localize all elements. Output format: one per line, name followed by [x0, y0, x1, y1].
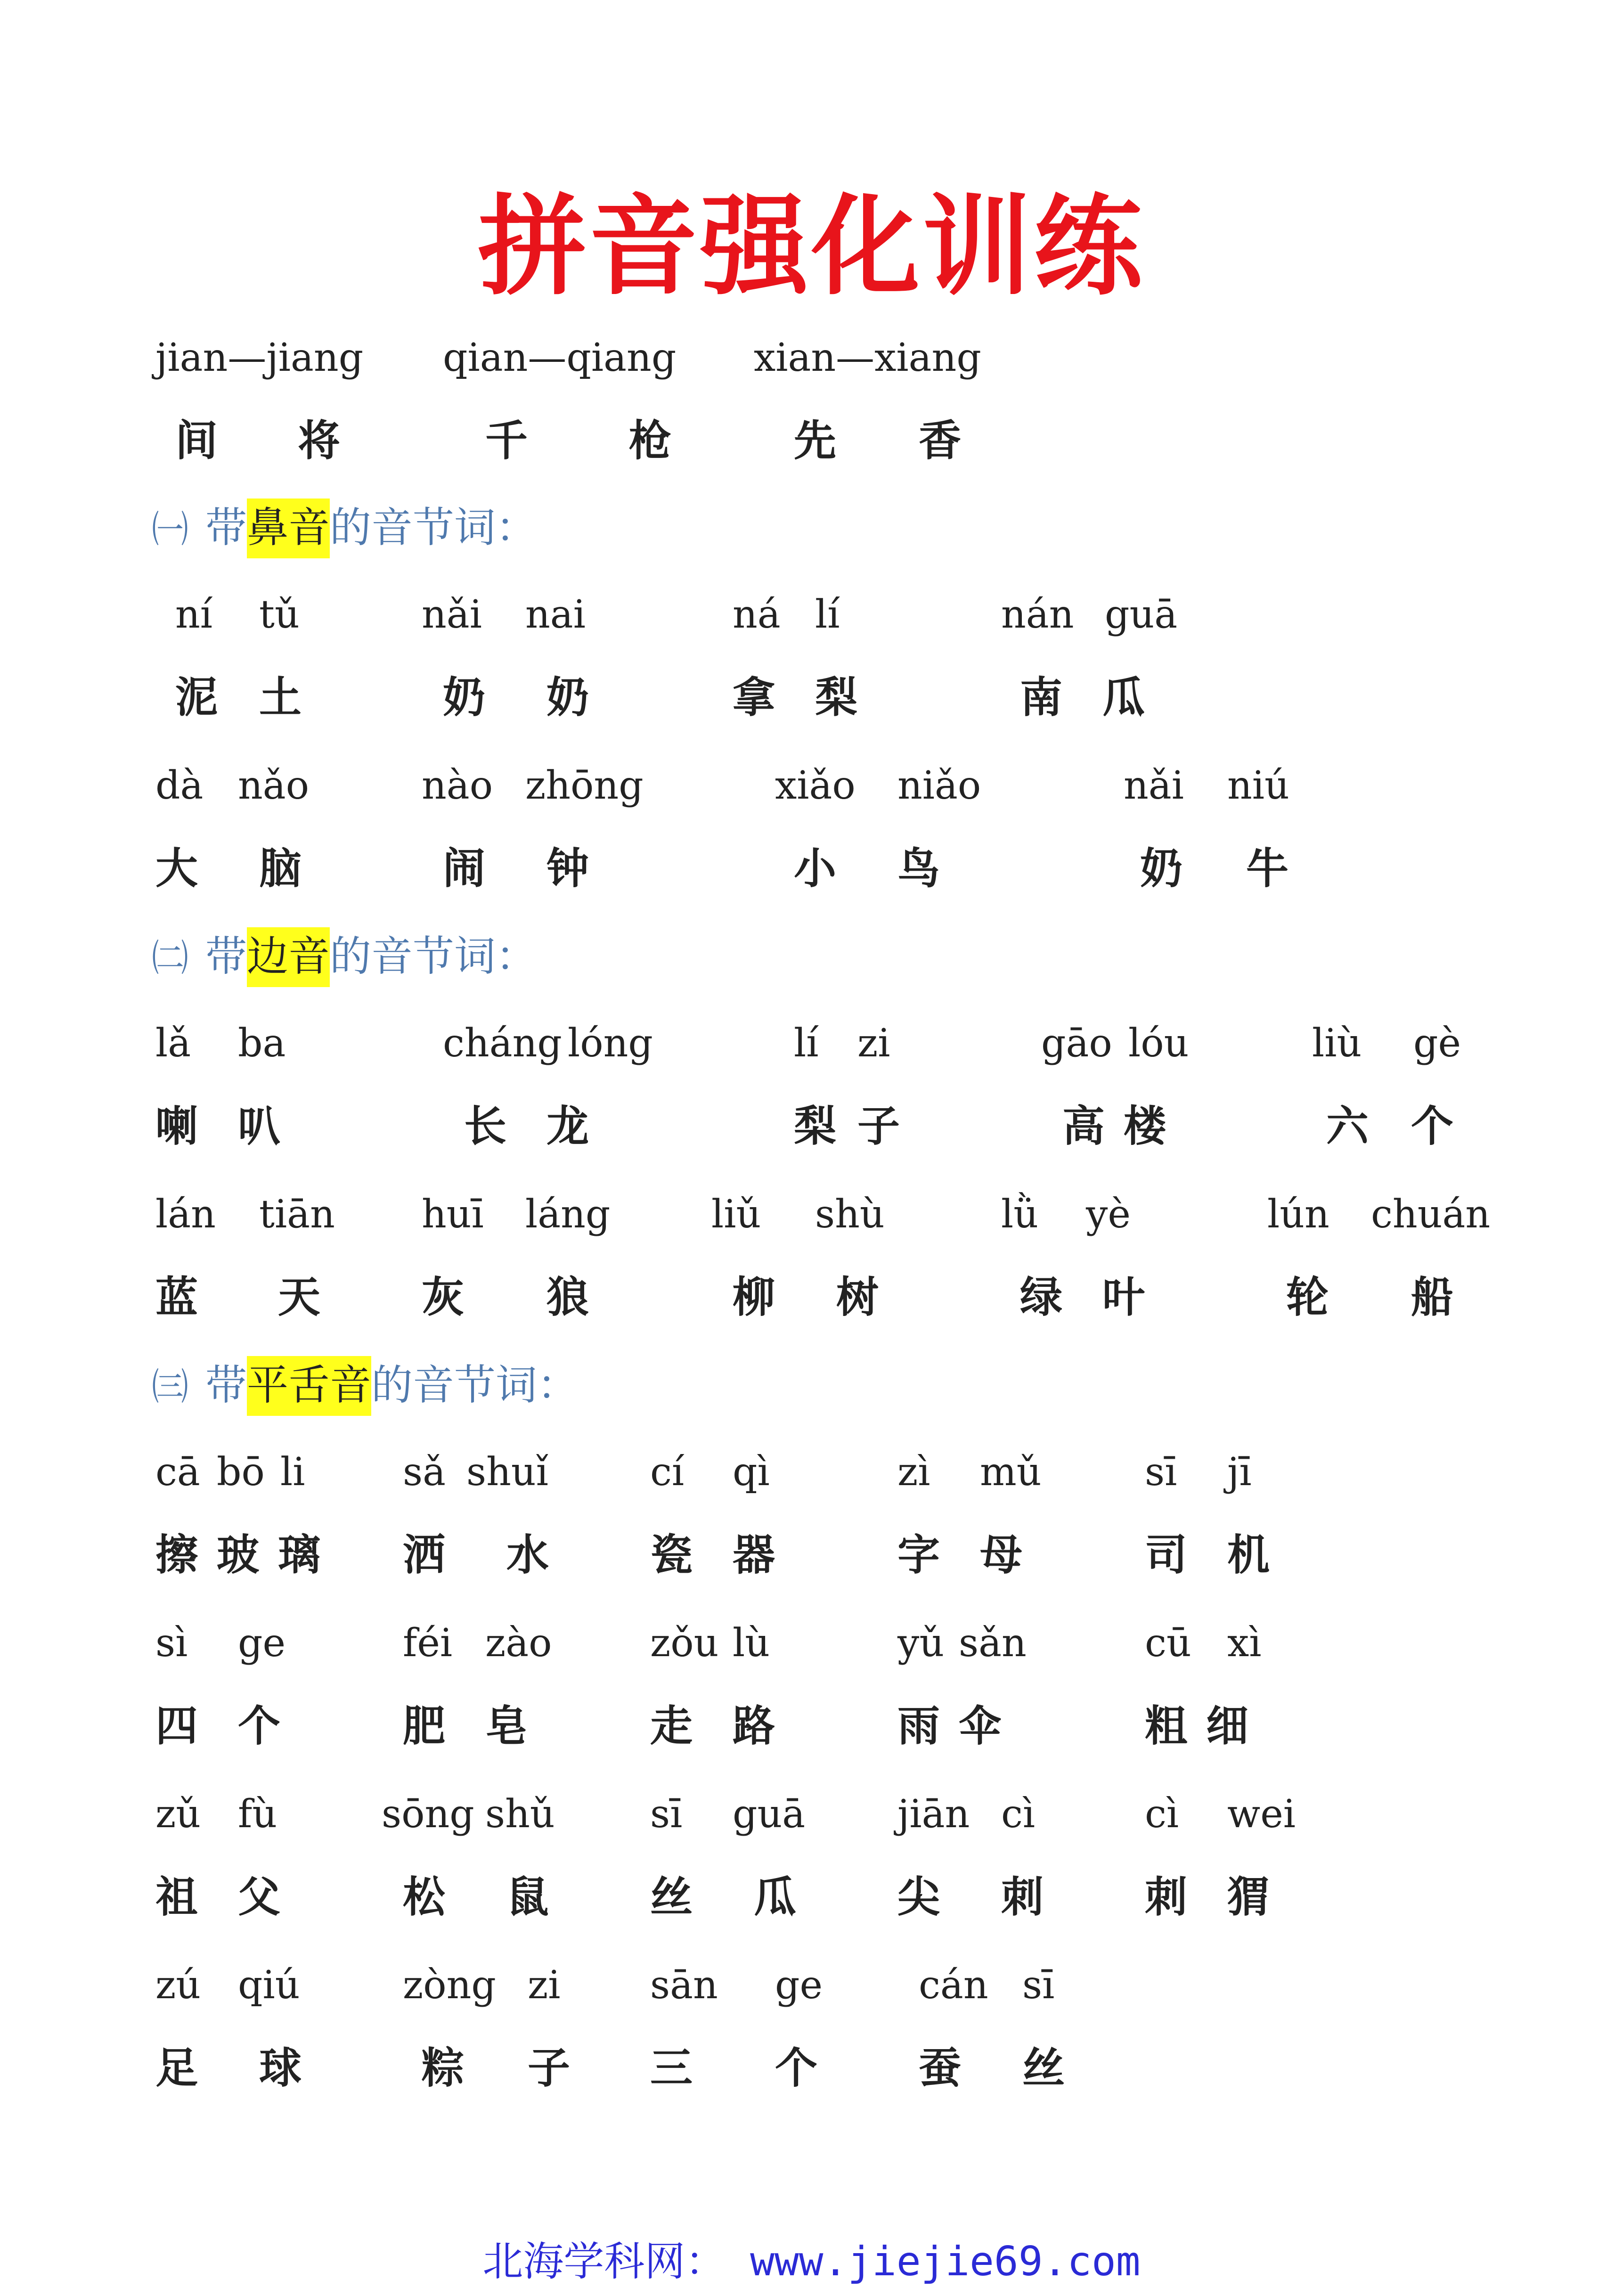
intro-hanzi: 千 [485, 416, 528, 466]
section-heading-nasal [152, 499, 537, 558]
hanzi-char: 丝 [1022, 2043, 1065, 2093]
hanzi-char: 个 [1411, 1101, 1453, 1151]
pinyin-word: shǔ [485, 1792, 555, 1837]
pinyin-word: sī [650, 1792, 683, 1837]
section-prefix: 带 [205, 1361, 247, 1409]
page-title: 拼音强化训练 [478, 184, 1145, 310]
pinyin-word: cí [650, 1450, 685, 1495]
section-prefix: 带 [205, 503, 247, 552]
hanzi-char: 泥 [175, 672, 218, 722]
pinyin-word: yǔ [897, 1621, 945, 1666]
hanzi-char: 路 [733, 1701, 775, 1751]
hanzi-char: 喇 [155, 1101, 198, 1151]
pinyin-word: sān [650, 1963, 718, 2008]
pinyin-word: liǔ [711, 1192, 761, 1237]
pinyin-word: nào [422, 763, 493, 808]
section-highlight: 平舌音 [247, 1356, 371, 1416]
hanzi-char: 叭 [238, 1101, 280, 1151]
hanzi-char: 奶 [443, 672, 485, 722]
intro-hanzi: 枪 [629, 416, 671, 466]
intro-hanzi: 间 [175, 416, 218, 466]
hanzi-char: 水 [506, 1530, 549, 1580]
pinyin-word: qì [733, 1450, 770, 1495]
hanzi-char: 南 [1020, 672, 1062, 722]
hanzi-char: 三 [650, 2043, 693, 2093]
pinyin-word: láng [525, 1192, 611, 1237]
hanzi-char: 拿 [733, 672, 775, 722]
hanzi-char: 灰 [422, 1272, 464, 1322]
hanzi-char: 个 [775, 2043, 817, 2093]
hanzi-char: 龙 [546, 1101, 589, 1151]
hanzi-char: 丝 [650, 1872, 693, 1922]
pinyin-word: ge [775, 1963, 823, 2008]
hanzi-char: 小 [794, 843, 836, 893]
pinyin-word: lù [733, 1621, 770, 1666]
hanzi-char: 梨 [815, 672, 857, 722]
hanzi-char: 瓜 [754, 1872, 796, 1922]
hanzi-char: 叶 [1102, 1272, 1145, 1322]
pinyin-word: nǎi [422, 592, 482, 637]
pinyin-word: féi [403, 1621, 453, 1666]
pinyin-word: zǒu [650, 1621, 719, 1666]
hanzi-char: 洒 [403, 1530, 445, 1580]
hanzi-char: 粗 [1145, 1701, 1187, 1751]
hanzi-char: 尖 [897, 1872, 940, 1922]
hanzi-char: 足 [155, 2043, 198, 2093]
pinyin-word: sōng [382, 1792, 474, 1837]
hanzi-char: 母 [980, 1530, 1022, 1580]
intro-hanzi: 将 [298, 416, 340, 466]
section-suffix: 的音节词： [330, 932, 538, 980]
hanzi-char: 楼 [1124, 1101, 1166, 1151]
pinyin-word: xiǎo [775, 763, 856, 808]
pinyin-word: gè [1413, 1021, 1461, 1066]
pinyin-word: lí [815, 592, 840, 637]
pinyin-word: lóng [568, 1021, 653, 1066]
hanzi-char: 大 [155, 843, 198, 893]
pinyin-word: nǎi [1124, 763, 1184, 808]
hanzi-char: 球 [259, 2043, 302, 2093]
pinyin-word: ní [175, 592, 213, 637]
hanzi-char: 雨 [897, 1701, 940, 1751]
pinyin-word: tǔ [259, 592, 300, 637]
pinyin-word: liù [1312, 1021, 1362, 1066]
pinyin-word: lán [155, 1192, 216, 1237]
hanzi-char: 高 [1062, 1101, 1105, 1151]
hanzi-char: 土 [259, 672, 302, 722]
pinyin-word: lóu [1128, 1021, 1189, 1066]
pinyin-word: ba [238, 1021, 286, 1066]
pinyin-word: lǎ [155, 1021, 191, 1066]
hanzi-char: 子 [528, 2043, 570, 2093]
footer-website: 北海学科网： www.jiejie69.com [482, 2238, 1141, 2285]
hanzi-char: 绿 [1020, 1272, 1062, 1322]
pinyin-word: guā [1105, 592, 1178, 637]
hanzi-char: 奶 [546, 672, 589, 722]
pinyin-word: nán [1001, 592, 1074, 637]
hanzi-char: 松 [403, 1872, 445, 1922]
hanzi-char: 轮 [1286, 1272, 1329, 1322]
hanzi-char: 器 [733, 1530, 775, 1580]
hanzi-char: 瓷 [650, 1530, 693, 1580]
pinyin-word: zào [485, 1621, 552, 1666]
pinyin-word: sǎ [403, 1450, 446, 1495]
section-prefix: 带 [205, 932, 247, 980]
hanzi-char: 鸟 [897, 843, 940, 893]
hanzi-char: 六 [1326, 1101, 1369, 1151]
pinyin-word: yè [1086, 1192, 1131, 1237]
intro-pinyin-1: jian—jiang [155, 335, 364, 380]
pinyin-word: zǔ [155, 1792, 201, 1837]
hanzi-char: 瓜 [1102, 672, 1145, 722]
pinyin-word: lǜ [1001, 1192, 1039, 1237]
hanzi-char: 猬 [1227, 1872, 1270, 1922]
hanzi-char: 玻 [217, 1530, 259, 1580]
pinyin-word: jī [1227, 1450, 1252, 1495]
section-suffix: 的音节词： [371, 1361, 579, 1409]
hanzi-char: 闹 [443, 843, 485, 893]
hanzi-char: 璃 [278, 1530, 320, 1580]
pinyin-word: cū [1145, 1621, 1191, 1666]
section-number: ㈡ [152, 937, 189, 980]
pinyin-word: cán [919, 1963, 988, 2008]
hanzi-char: 父 [238, 1872, 280, 1922]
hanzi-char: 牛 [1246, 843, 1289, 893]
section-number: ㈢ [152, 1366, 189, 1408]
hanzi-char: 奶 [1140, 843, 1183, 893]
hanzi-char: 伞 [959, 1701, 1001, 1751]
hanzi-char: 钟 [546, 843, 589, 893]
pinyin-word: sī [1022, 1963, 1055, 2008]
pinyin-word: chuán [1371, 1192, 1491, 1237]
hanzi-char: 司 [1145, 1530, 1187, 1580]
hanzi-char: 长 [464, 1101, 506, 1151]
pinyin-word: zì [897, 1450, 930, 1495]
section-highlight: 边音 [247, 927, 330, 987]
intro-hanzi: 香 [919, 416, 961, 466]
hanzi-char: 柳 [733, 1272, 775, 1322]
hanzi-char: 脑 [259, 843, 302, 893]
pinyin-word: li [280, 1450, 305, 1495]
pinyin-word: shù [815, 1192, 885, 1237]
section-number: ㈠ [152, 508, 189, 551]
section-suffix: 的音节词： [330, 503, 538, 552]
pinyin-word: gāo [1041, 1021, 1112, 1066]
pinyin-word: zhōng [525, 763, 644, 808]
intro-hanzi: 先 [794, 416, 836, 466]
pinyin-word: zi [528, 1963, 561, 2008]
pinyin-word: zú [155, 1963, 201, 2008]
hanzi-char: 狼 [546, 1272, 589, 1322]
pinyin-word: lí [794, 1021, 819, 1066]
hanzi-char: 走 [650, 1701, 693, 1751]
pinyin-word: niǎo [897, 763, 981, 808]
pinyin-word: dà [155, 763, 204, 808]
pinyin-word: sǎn [959, 1621, 1027, 1666]
pinyin-word: nǎo [238, 763, 310, 808]
pinyin-word: zòng [403, 1963, 496, 2008]
pinyin-word: ná [733, 592, 781, 637]
pinyin-word: bō [217, 1450, 265, 1495]
hanzi-char: 肥 [403, 1701, 445, 1751]
section-highlight: 鼻音 [247, 498, 330, 558]
pinyin-word: wei [1227, 1792, 1296, 1837]
section-heading-lateral [152, 928, 537, 987]
intro-pinyin-2: qian—qiang [443, 335, 677, 380]
pinyin-word: fù [238, 1792, 277, 1837]
hanzi-char: 刺 [1145, 1872, 1187, 1922]
hanzi-char: 皂 [485, 1701, 528, 1751]
hanzi-char: 船 [1411, 1272, 1453, 1322]
pinyin-word: shuǐ [466, 1450, 548, 1495]
pinyin-word: nai [525, 592, 586, 637]
pinyin-word: jiān [897, 1792, 970, 1837]
pinyin-word: sī [1145, 1450, 1177, 1495]
pinyin-word: huī [422, 1192, 484, 1237]
hanzi-char: 蚕 [919, 2043, 961, 2093]
pinyin-word: zi [857, 1021, 890, 1066]
pinyin-word: cì [1001, 1792, 1036, 1837]
hanzi-char: 机 [1227, 1530, 1270, 1580]
pinyin-word: cháng [443, 1021, 562, 1066]
hanzi-char: 子 [857, 1101, 900, 1151]
hanzi-char: 刺 [1001, 1872, 1044, 1922]
section-heading-flat-tongue [152, 1357, 579, 1415]
hanzi-char: 个 [238, 1701, 280, 1751]
hanzi-char: 鼠 [506, 1872, 549, 1922]
pinyin-word: cā [155, 1450, 200, 1495]
pinyin-word: cì [1145, 1792, 1179, 1837]
hanzi-char: 细 [1206, 1701, 1248, 1751]
pinyin-word: niú [1227, 763, 1289, 808]
hanzi-char: 树 [836, 1272, 879, 1322]
intro-pinyin-3: xian—xiang [754, 335, 981, 380]
pinyin-word: lún [1267, 1192, 1329, 1237]
hanzi-char: 蓝 [155, 1272, 198, 1322]
hanzi-char: 祖 [155, 1872, 198, 1922]
hanzi-char: 天 [278, 1272, 320, 1322]
hanzi-char: 四 [155, 1701, 198, 1751]
hanzi-char: 粽 [422, 2043, 464, 2093]
hanzi-char: 擦 [155, 1530, 198, 1580]
pinyin-word: tiān [259, 1192, 335, 1237]
pinyin-word: guā [733, 1792, 806, 1837]
pinyin-word: sì [155, 1621, 188, 1666]
pinyin-word: ge [238, 1621, 286, 1666]
hanzi-char: 字 [897, 1530, 940, 1580]
pinyin-word: qiú [238, 1963, 300, 2008]
pinyin-word: xì [1227, 1621, 1262, 1666]
pinyin-word: mǔ [980, 1450, 1042, 1495]
hanzi-char: 梨 [794, 1101, 836, 1151]
